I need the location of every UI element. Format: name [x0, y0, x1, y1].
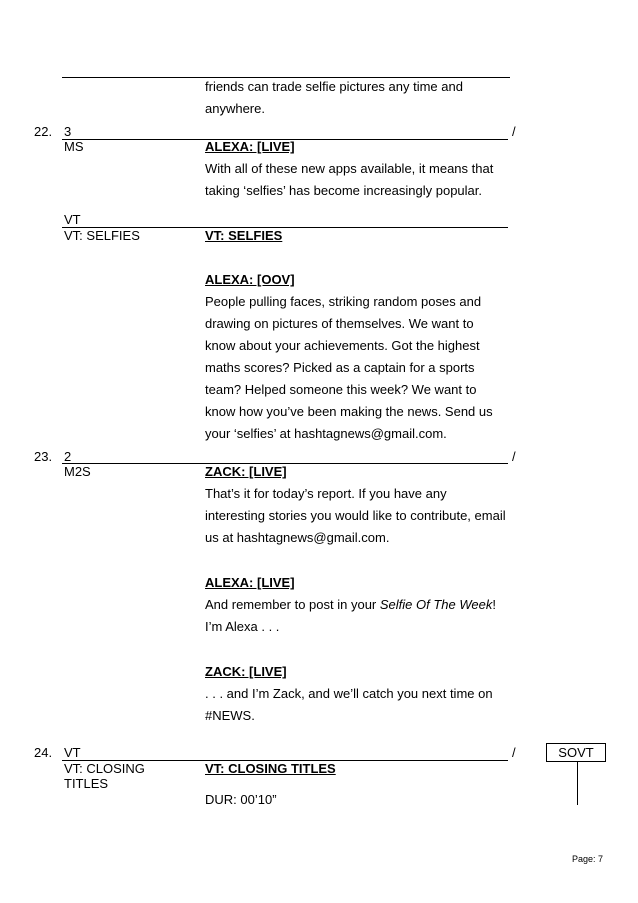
scene-24-number: 24. — [34, 745, 53, 760]
scene-22-oov-line: team? Helped someone this week? We want to — [205, 382, 477, 397]
scene-23-zack2-heading: ZACK: [LIVE] — [205, 664, 287, 679]
sovt-box: SOVT — [546, 743, 606, 762]
scene-22-shot: 3 — [64, 124, 72, 139]
scene-22-line-1: With all of these new apps available, it means that — [205, 161, 494, 176]
scene-22-oov-line: People pulling faces, striking random poses and — [205, 294, 482, 309]
scene-22-oov-line: drawing on pictures of themselves. We want to — [205, 316, 474, 331]
scene-22-oov-line: maths scores? Picked as a captain for a sports — [205, 360, 475, 375]
scene-22-line-2: taking ‘selfies’ has become increasingly popular. — [205, 183, 483, 198]
scene-23-slash: / — [512, 449, 516, 464]
scene-23-alexa-heading: ALEXA: [LIVE] — [205, 575, 295, 590]
scene-22-number: 22. — [34, 124, 53, 139]
scene-23-camera: M2S — [64, 464, 91, 479]
scene-23-zack-line: That’s it for today’s report. If you have any — [205, 486, 447, 501]
scene-23-alexa-line-1 — [205, 597, 496, 612]
scene-22-oov-line: know how you’ve been making the news. Send us — [205, 404, 493, 419]
scene-22-camera: MS — [64, 139, 84, 154]
top-rule — [62, 77, 510, 78]
scene-24-slash: / — [512, 745, 516, 760]
scene-23-number: 23. — [34, 449, 53, 464]
alexa-line-1-pre: And remember to post in your — [205, 597, 380, 612]
scene-22-vt-heading: VT: SELFIES — [205, 228, 283, 243]
scene-23-zack-line: us at hashtagnews@gmail.com. — [205, 530, 390, 545]
alexa-line-1-italic: Selfie Of The Week — [379, 597, 493, 612]
scene-23-zack-line: interesting stories you would like to contribute, email — [205, 508, 506, 523]
scene-22-slash: / — [512, 124, 516, 139]
scene-23-alexa-line-2: I’m Alexa . . . — [205, 619, 280, 634]
scene-24-duration: DUR: 00’10” — [205, 792, 277, 807]
scene-22-oov-line: know about your achievements. Got the highest — [205, 338, 480, 353]
scene-22-oov-heading: ALEXA: [OOV] — [205, 272, 295, 287]
page-number: Page: 7 — [572, 854, 604, 864]
scene-22-vt: VT — [64, 212, 81, 227]
top-text-line-1: friends can trade selfie pictures any time and — [205, 79, 463, 94]
scene-23-zack-heading: ZACK: [LIVE] — [205, 464, 287, 479]
alexa-line-1-post: ! — [492, 597, 496, 612]
scene-22-oov-line: your ‘selfies’ at hashtagnews@gmail.com. — [205, 426, 447, 441]
scene-22-vt-label: VT: SELFIES — [64, 228, 140, 243]
scene-23-zack2-line: . . . and I’m Zack, and we’ll catch you next time on — [205, 686, 493, 701]
top-text-line-2: anywhere. — [205, 101, 265, 116]
scene-24-camera-line-2: TITLES — [64, 776, 109, 791]
scene-23-shot: 2 — [64, 449, 72, 464]
scene-22-heading: ALEXA: [LIVE] — [205, 139, 295, 154]
sovt-vertical-rule — [577, 761, 578, 805]
scene-24-heading: VT: CLOSING TITLES — [205, 761, 336, 776]
scene-24-shot: VT — [64, 745, 81, 760]
scene-24-camera-line-1: VT: CLOSING — [64, 761, 145, 776]
scene-23-zack2-line: #NEWS. — [205, 708, 255, 723]
